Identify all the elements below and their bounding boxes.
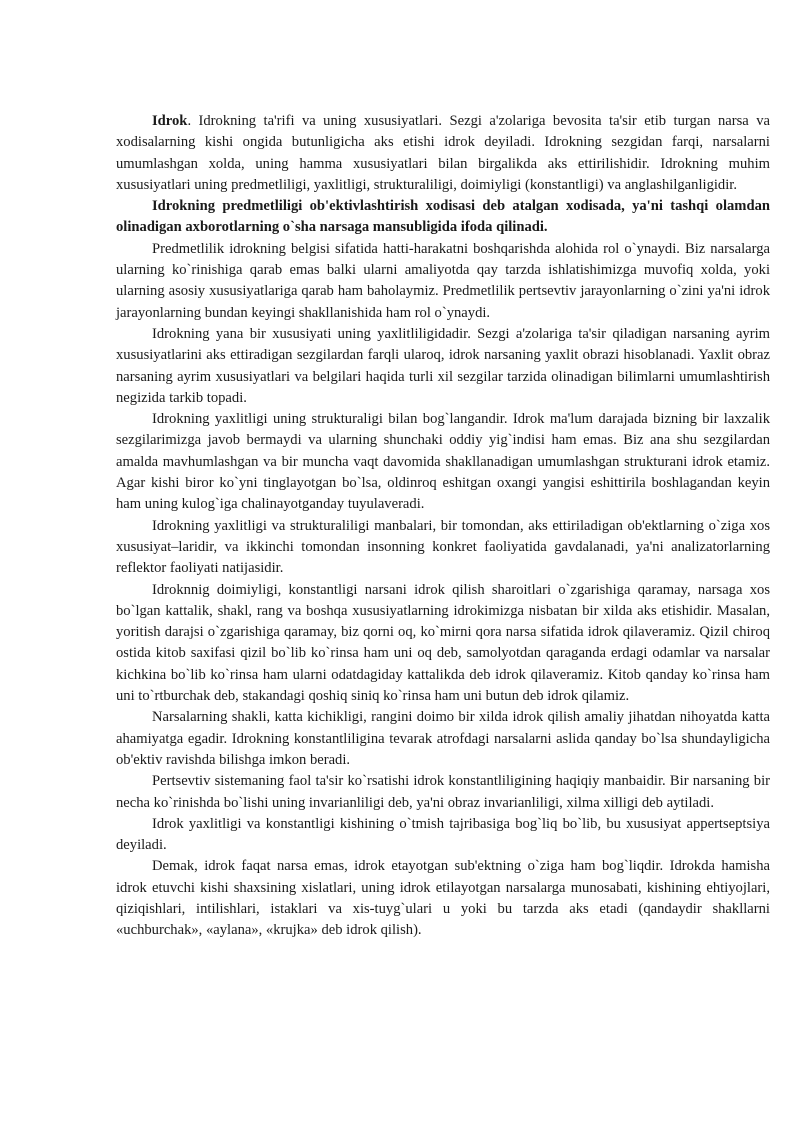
paragraph-yaxlitlilik: Idrokning yana bir xususiyati uning yaxlitliligidadir. Sezgi a'zolariga ta'sir qiladigan narsaning ayrim xususiyatlarini aks ettiradigan sezgilardan farqli ularoq, idrok narsaning yaxlit obrazi hisoblanadi. Yaxlit obraz narsaning ayrim xususiyatlari va belgilari haqida turli xil sezgilar tarzida olinadigan bilimlarni umumlashtirish negizida tarkib topadi. bbox=[116, 325, 770, 406]
paragraph-manbalar: Idrokning yaxlitligi va strukturaliligi manbalari, bir tomondan, aks ettiriladigan ob'ektlarning o`ziga xos xususiyat–laridir, va ikkinchi tomondan insonning konkret faoliyatida gavdalanadi, ya'ni analizatorlarning reflektor faoliyati natijasidir. bbox=[116, 517, 770, 577]
paragraph-idrok-definition bbox=[116, 111, 770, 196]
paragraph-text: . Idrokning ta'rifi va uning xususiyatlari. Sezgi a'zolariga bevosita ta'sir etib turgan narsa va xodisalarning kishi ongida butunligicha aks etishi idrok deyiladi. Idrokning sezgidan farqi, narsalarni umumlashgan xolda, uning hamma xususiyatlari bilan birgalikda aks ettirilishidir. Idrokning muhim xususiyatlari uning predmetliligi, yaxlitligi, strukturaliligi, doimiyligi (konstantligi) va anglashilganligidir. bbox=[116, 113, 770, 193]
paragraph-doimiylik: Idroknnig doimiyligi, konstantligi narsani idrok qilish sharoitlari o`zgarishiga qaramay, narsaga xos bo`lgan kattalik, shakl, rang va boshqa xususiyatlarning idrokimizga nisbatan bir xilda aks etishidir. Masalan, yoritish darajsi o`zgarishiga qaramay, biz qorni oq, ko`mirni qora narsa sifatida idrok qilaveramiz. Qizil chiroq ostida kitob saxifasi qizil bo`lib ko`rinsa ham uni oq deb, samolyotdan qaraganda erdagi odamlar va narsalar kichkina bo`lib ko`rinsa ham ularni odatdagiday kattalikda deb idrok qilaveramiz. Kitob qanday ko`rinsa ham uni to`rtburchak deb, stakandagi qoshiq siniq ko`rinsa ham uni butun deb idrok qilamiz. bbox=[116, 581, 770, 705]
paragraph-appertseptsiya: Idrok yaxlitligi va konstantligi kishining o`tmish tajribasiga bog`liq bo`lib, bu xususiyat appertseptsiya deyiladi. bbox=[116, 815, 770, 854]
paragraph-amaliy-ahamiyat: Narsalarning shakli, katta kichikligi, rangini doimo bir xilda idrok qilish amaliy jihatdan nihoyatda katta ahamiyatga egadir. Idrokning konstantliligina tevarak atrofdagi narsalarni aslida qanday bo`lsa shundayligicha ob'ektiv ravishda bilishga imkon beradi. bbox=[116, 709, 770, 768]
paragraph-strukturalik: Idrokning yaxlitligi uning strukturaligi bilan bog`langandir. Idrok ma'lum darajada bizning bir laxzalik sezgilarimizga javob bermaydi va ularning shunchaki oddiy yig`indisi ham emas. Biz ana shu sezgilardan amalda mavhumlashgan va bir muncha vaqt davomida shakllanadigan umumlashgan strukturani idrok etamiz. Agar kishi biror ko`yni tinglayotgan bo`lsa, oldinroq eshitgan oxangi yangisi eshittirila boshlagandan keyin ham uning kulog`iga chalinayotganday tuyulaveradi. bbox=[116, 411, 770, 513]
paragraph-predmetlilik-bold: Idrokning predmetliligi ob'ektivlashtirish xodisasi deb atalgan xodisada, ya'ni tashqi olamdan olinadigan axborotlarning o`sha narsaga mansubligida ifoda qilinadi. bbox=[116, 198, 770, 236]
paragraph-pertsevtiv-sistema: Pertsevtiv sistemaning faol ta'sir ko`rsatishi idrok konstantliligining haqiqiy manbaidir. Bir narsaning bir necha ko`rinishda bo`lishi uning invarianliligi deb, ya'ni obraz invarianliligi, xilma xilligi deb aytiladi. bbox=[116, 773, 770, 811]
paragraph-predmetlilik: Predmetlilik idrokning belgisi sifatida hatti-harakatni boshqarishda alohida rol o`ynaydi. Biz narsalarga ularning ko`rinishiga qarab emas balki ularni amaliyotda qay tarzda ishlatishimizga muvofiq xolda, yoki ularning asosiy xususiyatlariga qarab ham baholaymiz. Predmetlilik pertsevtiv jarayonlarning o`zini ya'ni idrok jarayonlarning bundan keyingi shakllanishida ham rol o`ynaydi. bbox=[116, 240, 770, 321]
paragraph-lead-term: Idrok bbox=[152, 113, 188, 129]
paragraph-demak: Demak, idrok faqat narsa emas, idrok etayotgan sub'ektning o`ziga ham bog`liqdir. Idrokda hamisha idrok etuvchi kishi shaxsining xislatlari, uning idrok etilayotgan narsalarga munosabati, kishining ehtiyojlari, qiziqishlari, intilishlari, istaklari va xis-tuyg`ulari u yoki bu tarzda aks etadi (qandaydir shakllarni «uchburchak», «aylana», «krujka» deb idrok qilish). bbox=[116, 858, 770, 939]
